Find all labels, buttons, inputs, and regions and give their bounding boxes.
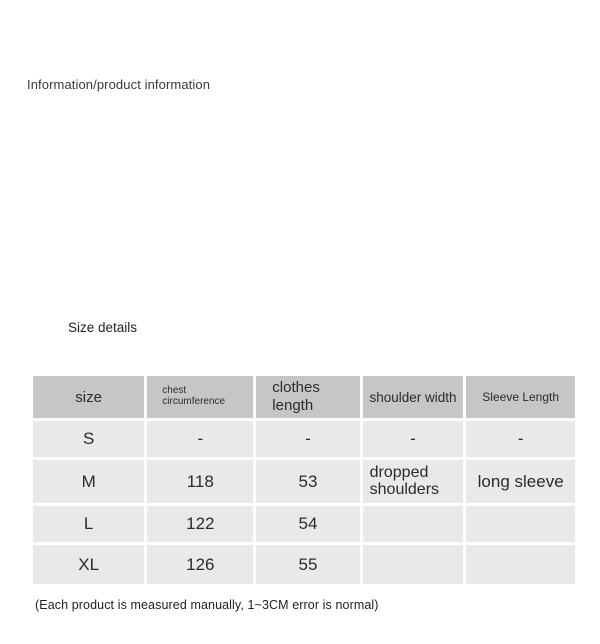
cell-size: M xyxy=(33,460,144,503)
table-row-size-xl xyxy=(33,545,575,584)
cell-clothes-length: - xyxy=(256,421,359,457)
col-header-clothes-label: clothes length xyxy=(272,379,320,414)
cell-sleeve-length: long sleeve xyxy=(466,460,575,503)
col-header-shoulder-label: shoulder width xyxy=(369,389,457,405)
col-header-sleeve-length xyxy=(466,376,575,418)
size-table xyxy=(30,373,578,587)
col-header-shoulder-width xyxy=(363,376,464,418)
cell-size: XL xyxy=(33,545,144,584)
breadcrumb: Information/product information xyxy=(27,77,211,92)
col-header-size-label: size xyxy=(75,388,102,406)
measurement-disclaimer: (Each product is measured manually, 1~3CM error is normal) xyxy=(35,598,379,612)
cell-sleeve-length xyxy=(466,506,575,542)
table-row-size-m xyxy=(33,460,575,503)
col-header-size xyxy=(33,376,144,418)
size-table-header-row xyxy=(33,376,575,418)
cell-clothes-length: 53 xyxy=(256,460,359,503)
cell-sleeve-length xyxy=(466,545,575,584)
cell-shoulder-width: - xyxy=(363,421,464,457)
col-header-chest-label: chest circumference xyxy=(162,384,226,408)
table-row-size-s xyxy=(33,421,575,457)
cell-shoulder-width-label: dropped shoulders xyxy=(369,463,440,499)
cell-shoulder-width xyxy=(363,545,464,584)
cell-size: L xyxy=(33,506,144,542)
cell-chest: 122 xyxy=(147,506,253,542)
table-row-size-l xyxy=(33,506,575,542)
cell-shoulder-width xyxy=(363,460,464,503)
cell-clothes-length: 54 xyxy=(256,506,359,542)
cell-clothes-length: 55 xyxy=(256,545,359,584)
cell-size: S xyxy=(33,421,144,457)
cell-sleeve-length: - xyxy=(466,421,575,457)
col-header-chest-circumference xyxy=(147,376,253,418)
cell-chest: - xyxy=(147,421,253,457)
cell-shoulder-width xyxy=(363,506,464,542)
col-header-sleeve-label: Sleeve Length xyxy=(482,390,560,404)
cell-chest: 118 xyxy=(147,460,253,503)
size-details-title: Size details xyxy=(68,320,138,335)
col-header-clothes-length xyxy=(256,376,359,418)
cell-chest: 126 xyxy=(147,545,253,584)
